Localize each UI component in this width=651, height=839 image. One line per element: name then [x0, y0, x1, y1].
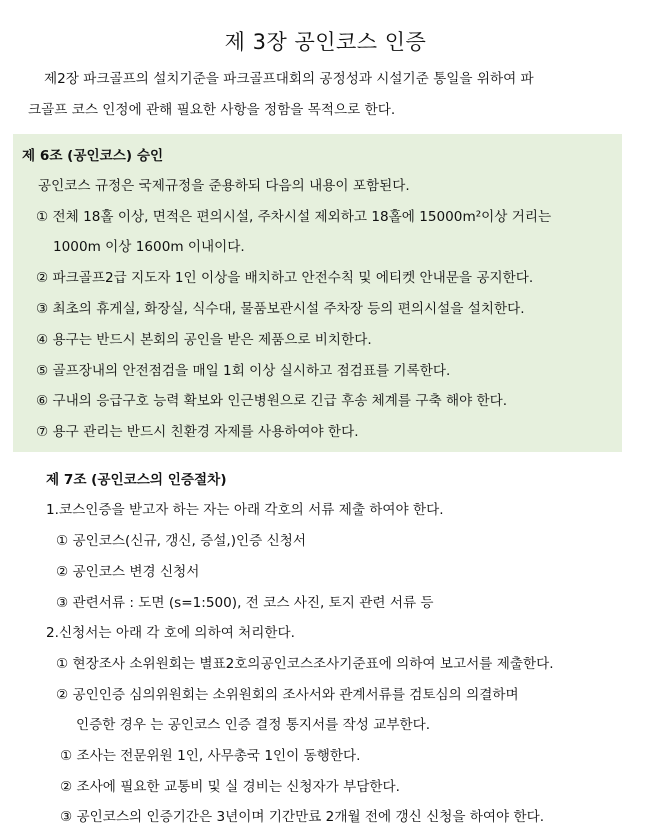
intro-line-1: 제2장 파크골프의 설치기준을 파크골프대회의 공정성과 시설기준 통일을 위하여 파 [44, 71, 534, 87]
article-7-line-4: ③ 관련서류 : 도면 (s=1:500), 전 코스 사진, 토지 관련 서류 등 [56, 595, 434, 611]
article-7-line-6: ① 현장조사 소위원회는 별표2호의공인코스조사기준표에 의하여 보고서를 제출한다. [56, 656, 554, 672]
article-6-item-1: ① 전체 18홀 이상, 면적은 편의시설, 주차시설 제외하고 18홀에 15000m²이상 거리는 [36, 209, 552, 225]
article-7-line-2: ① 공인코스(신규, 갱신, 증설,)인증 신청서 [56, 533, 307, 549]
article-7-line-5: 2.신청서는 아래 각 호에 의하여 처리한다. [46, 625, 295, 641]
article-6-item-5: ⑤ 골프장내의 안전점검을 매일 1회 이상 실시하고 점검표를 기록한다. [36, 363, 451, 379]
article-6-lead: 공인코스 규정은 국제규정을 준용하되 다음의 내용이 포함된다. [38, 178, 410, 194]
article-6-item-3: ③ 최초의 휴게실, 화장실, 식수대, 물품보관시설 주차장 등의 편의시설을 설치한다. [36, 301, 525, 317]
article-6-heading: 제 6조 (공인코스) 승인 [22, 148, 164, 164]
article-6-item-7: ⑦ 용구 관리는 반드시 친환경 자제를 사용하여야 한다. [36, 424, 359, 440]
article-6-item-1-cont: 1000m 이상 1600m 이내이다. [53, 239, 245, 255]
article-7-line-7: ② 공인인증 심의위원회는 소위원회의 조사서와 관계서류를 검토심의 의결하며 [56, 687, 519, 703]
article-6-item-2: ② 파크골프2급 지도자 1인 이상을 배치하고 안전수칙 및 에티켓 안내문을 공지한다. [36, 270, 534, 286]
article-7-line-8: 인증한 경우 는 공인코스 인증 결정 통지서를 작성 교부한다. [76, 717, 431, 733]
intro-line-2: 크골프 코스 인정에 관해 필요한 사항을 정함을 목적으로 한다. [28, 102, 396, 118]
article-6-item-6: ⑥ 구내의 응급구호 능력 확보와 인근병원으로 긴급 후송 체계를 구축 해야 한다. [36, 393, 508, 409]
page-title: 제 3장 공인코스 인증 [224, 30, 427, 54]
article-7-line-3: ② 공인코스 변경 신청서 [56, 564, 200, 580]
article-7-line-1: 1.코스인증을 받고자 하는 자는 아래 각호의 서류 제출 하여야 한다. [46, 502, 444, 518]
article-7-line-10: ② 조사에 필요한 교통비 및 실 경비는 신청자가 부담한다. [60, 779, 400, 795]
article-7-heading: 제 7조 (공인코스의 인증절차) [46, 472, 227, 488]
article-7-line-9: ① 조사는 전문위원 1인, 사무총국 1인이 동행한다. [60, 748, 361, 764]
article-6-item-4: ④ 용구는 반드시 본회의 공인을 받은 제품으로 비치한다. [36, 332, 372, 348]
article-7-line-11: ③ 공인코스의 인증기간은 3년이며 기간만료 2개월 전에 갱신 신청을 하여야 한다. [60, 809, 545, 825]
